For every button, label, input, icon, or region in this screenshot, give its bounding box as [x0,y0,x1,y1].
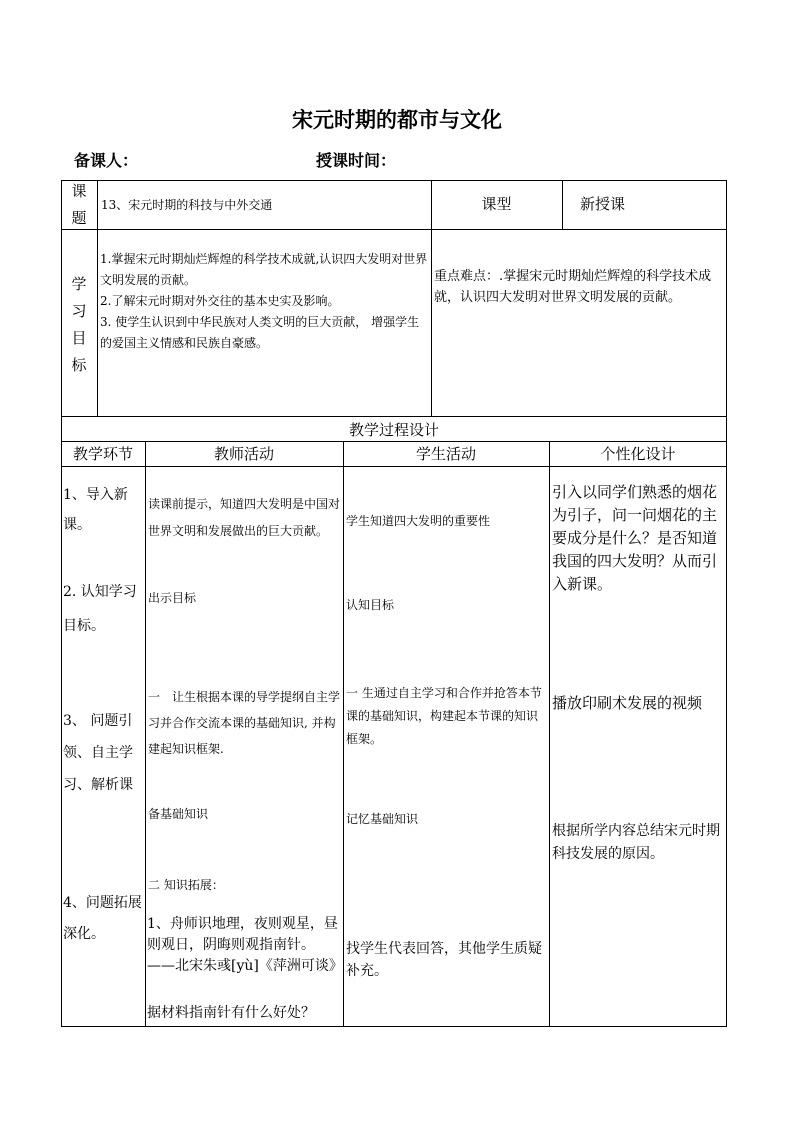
row-divider [61,229,727,230]
process-heading: 教学过程设计 [348,421,439,439]
column-header-stage: 教学环节 [72,445,133,463]
lesson-type-label: 课型 [481,195,512,213]
objectives-label: 学 习 目 标 [71,275,87,374]
column-divider [343,441,344,1027]
column-divider [562,180,563,229]
objective-item: 3. 使学生认识到中华民族对人类文明的巨大贡献， 增强学生的爱国主义情感和民族自豪感。 [100,315,420,350]
student-activity: 记忆基础知识 [346,812,419,826]
personal-design: 引入以同学们熟悉的烟花为引子，问一问烟花的主要成分是什么？是否知道我国的四大发明？从而引入新课。 [552,483,718,593]
stage-item: 2. 认知学习目标。 [63,584,137,634]
teacher-activity: 备基础知识 [148,807,209,821]
teacher-activity: 1、舟师识地理，夜则观星，昼则观日，阴晦则观指南针。——北宋朱彧[yù]《萍洲可谈》 [147,916,343,974]
student-activity: 学生知道四大发明的重要性 [346,514,491,528]
teacher-activity: 一 让生根据本课的导学提纲自主学习并合作交流本课的基础知识, 并构建起知识框架. [148,690,341,756]
preparer-label: 备课人： [74,151,139,170]
stage-item: 4、问题拓展深化。 [63,895,142,942]
stage-item: 3、 问题引领、自主学习、解析课 [63,713,133,793]
teacher-activity: 读课前提示，知道四大发明是中国对世界文明和发展做出的巨大贡献。 [148,497,341,538]
column-header-personal: 个性化设计 [600,445,676,463]
topic-row-label: 课 题 [71,182,87,227]
student-activity: 认知目标 [346,598,395,612]
personal-design: 根据所学内容总结宋元时期科技发展的原因。 [552,823,720,862]
objective-item: 2.了解宋元时期对外交往的基本史实及影响。 [100,294,340,308]
personal-design: 播放印刷术发展的视频 [552,694,703,712]
key-points: 重点难点：.掌握宋元时期灿烂辉煌的科学技术成就，认识四大发明对世界文明发展的贡献。 [434,269,712,305]
objectives-list [100,249,428,354]
teacher-activity: 出示目标 [148,591,197,605]
document-title: 宋元时期的都市与文化 [292,107,502,132]
teaching-time-label: 授课时间： [316,151,397,170]
student-activity: 找学生代表回答，其他学生质疑补充。 [346,941,542,979]
student-activity: 一 生通过自主学习和合作并抢答本节课的基础知识，构建起本节课的知识框架。 [346,686,542,746]
column-header-student: 学生活动 [415,445,476,463]
teacher-activity: 二 知识拓展： [148,878,224,892]
stage-item: 1、导入新课。 [63,487,128,533]
column-divider [97,180,98,416]
teacher-activity: 据材料指南针有什么好处？ [147,1005,315,1021]
row-divider [61,416,727,417]
lesson-topic: 13、宋元时期的科技与中外交通 [101,198,273,212]
objective-item: 1.掌握宋元时期灿烂辉煌的科学技术成就,认识四大发明对世界文明发展的贡献。 [100,252,428,287]
lesson-type-value: 新授课 [580,195,626,213]
column-divider [549,441,550,1027]
column-header-teacher: 教师活动 [213,445,274,463]
column-divider [145,441,146,1027]
